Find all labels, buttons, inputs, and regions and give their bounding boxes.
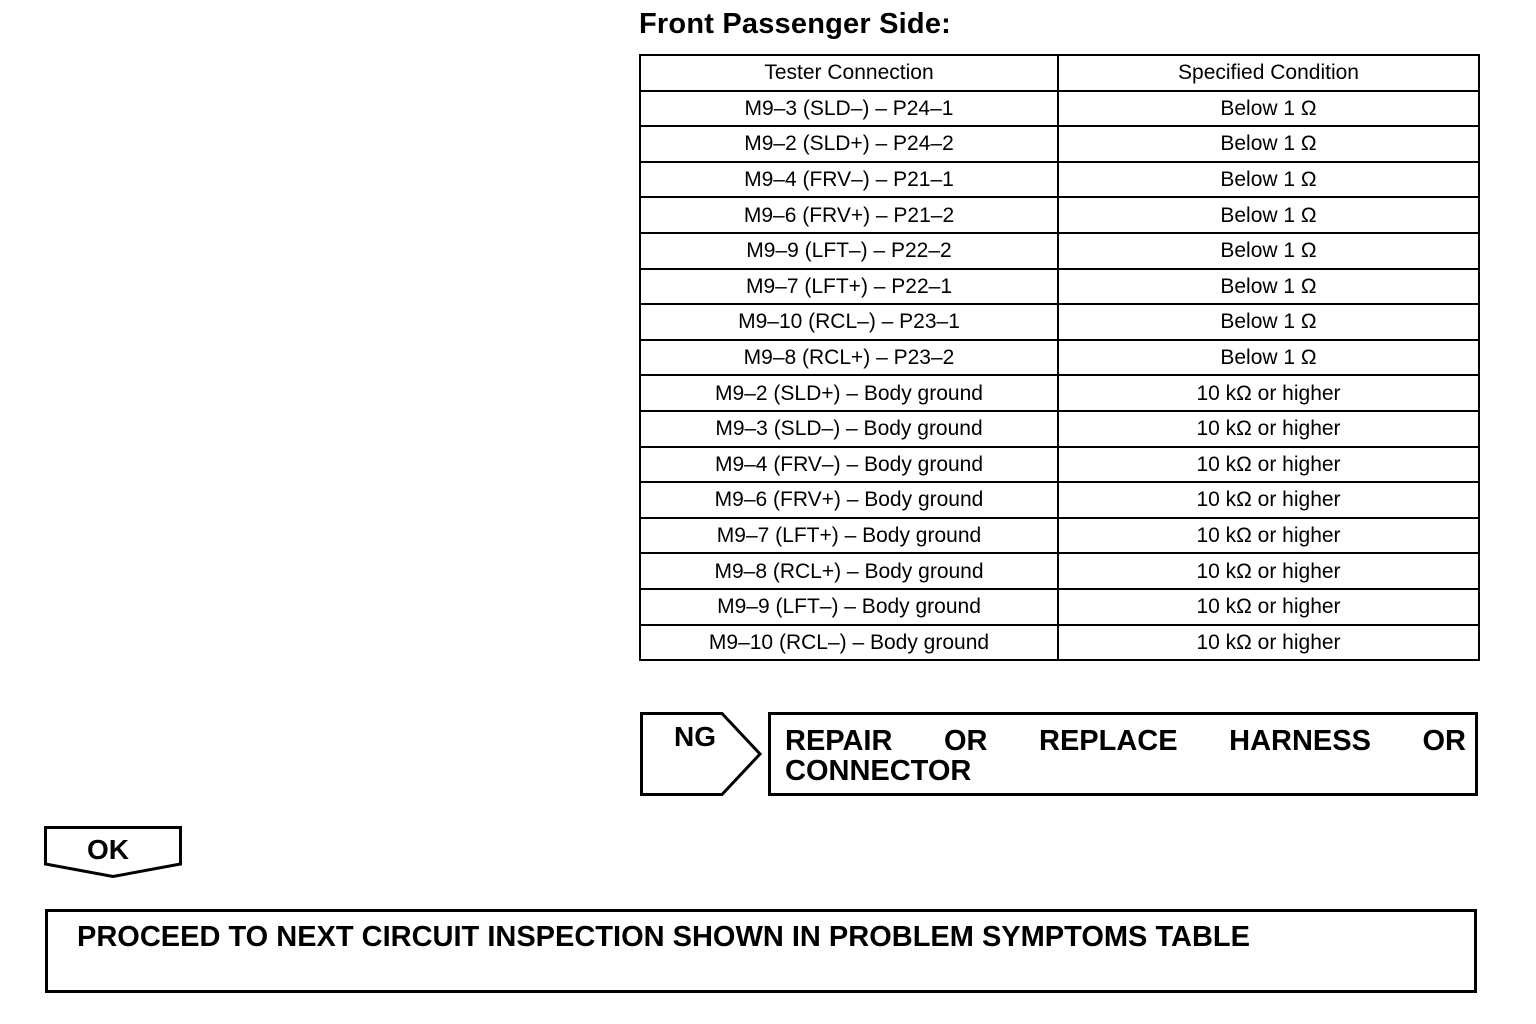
section-title: Front Passenger Side: xyxy=(639,8,951,40)
specified-condition-cell: 10 kΩ or higher xyxy=(1058,482,1479,518)
specified-condition-cell: 10 kΩ or higher xyxy=(1058,411,1479,447)
table-row xyxy=(640,482,1479,518)
ng-tag xyxy=(640,712,764,796)
ng-action-word: REPAIR xyxy=(785,725,893,757)
ng-action-line-2: CONNECTOR xyxy=(785,755,972,787)
tester-connection-cell: M9–6 (FRV+) – P21–2 xyxy=(640,197,1058,233)
specified-condition-cell: Below 1 Ω xyxy=(1058,162,1479,198)
specified-condition-cell: Below 1 Ω xyxy=(1058,233,1479,269)
table-row xyxy=(640,553,1479,589)
ng-action-word: OR xyxy=(1422,725,1466,757)
tester-connection-cell: M9–4 (FRV–) – Body ground xyxy=(640,447,1058,483)
specified-condition-cell: Below 1 Ω xyxy=(1058,304,1479,340)
ng-label: NG xyxy=(674,721,716,752)
tester-connection-cell: M9–7 (LFT+) – Body ground xyxy=(640,518,1058,554)
specified-condition-cell: Below 1 Ω xyxy=(1058,269,1479,305)
ng-action-word: OR xyxy=(943,725,988,757)
specified-condition-cell: Below 1 Ω xyxy=(1058,197,1479,233)
tester-connection-cell: M9–8 (RCL+) – Body ground xyxy=(640,553,1058,589)
specified-condition-cell: 10 kΩ or higher xyxy=(1058,375,1479,411)
specified-condition-cell: Below 1 Ω xyxy=(1058,126,1479,162)
tester-connection-cell: M9–2 (SLD+) – Body ground xyxy=(640,375,1058,411)
tester-connection-cell: M9–7 (LFT+) – P22–1 xyxy=(640,269,1058,305)
tester-connection-cell: M9–6 (FRV+) – Body ground xyxy=(640,482,1058,518)
ok-action-text: PROCEED TO NEXT CIRCUIT INSPECTION SHOWN IN PROBLEM SYMPTOMS TABLE xyxy=(77,921,1250,953)
ng-action-line-1 xyxy=(785,727,1466,756)
table-row xyxy=(640,447,1479,483)
ng-action-word: REPLACE xyxy=(1039,725,1178,757)
specified-condition-cell: 10 kΩ or higher xyxy=(1058,518,1479,554)
ng-action-word: HARNESS xyxy=(1229,725,1371,757)
tester-connection-cell: M9–9 (LFT–) – Body ground xyxy=(640,589,1058,625)
table-row xyxy=(640,625,1479,661)
specified-condition-cell: 10 kΩ or higher xyxy=(1058,553,1479,589)
specified-condition-cell: Below 1 Ω xyxy=(1058,340,1479,376)
header-specified-condition: Specified Condition xyxy=(1058,55,1479,91)
specified-condition-cell: 10 kΩ or higher xyxy=(1058,589,1479,625)
table-row xyxy=(640,197,1479,233)
table-row xyxy=(640,375,1479,411)
table-row xyxy=(640,411,1479,447)
inspection-table xyxy=(639,54,1480,661)
table-row xyxy=(640,589,1479,625)
header-tester-connection: Tester Connection xyxy=(640,55,1058,91)
table-row xyxy=(640,304,1479,340)
specified-condition-cell: 10 kΩ or higher xyxy=(1058,447,1479,483)
table-row xyxy=(640,340,1479,376)
table-row xyxy=(640,269,1479,305)
ng-action-box xyxy=(768,712,1478,796)
table-row xyxy=(640,518,1479,554)
tester-connection-cell: M9–2 (SLD+) – P24–2 xyxy=(640,126,1058,162)
ok-tag xyxy=(44,826,182,878)
tester-connection-cell: M9–3 (SLD–) – Body ground xyxy=(640,411,1058,447)
table-row xyxy=(640,91,1479,127)
tester-connection-cell: M9–4 (FRV–) – P21–1 xyxy=(640,162,1058,198)
tester-connection-cell: M9–9 (LFT–) – P22–2 xyxy=(640,233,1058,269)
tester-connection-cell: M9–10 (RCL–) – Body ground xyxy=(640,625,1058,661)
specified-condition-cell: 10 kΩ or higher xyxy=(1058,625,1479,661)
tester-connection-cell: M9–10 (RCL–) – P23–1 xyxy=(640,304,1058,340)
table-row xyxy=(640,126,1479,162)
tester-connection-cell: M9–8 (RCL+) – P23–2 xyxy=(640,340,1058,376)
table-header-row xyxy=(640,55,1479,91)
ok-label: OK xyxy=(87,834,129,865)
tester-connection-cell: M9–3 (SLD–) – P24–1 xyxy=(640,91,1058,127)
specified-condition-cell: Below 1 Ω xyxy=(1058,91,1479,127)
table-row xyxy=(640,162,1479,198)
table-row xyxy=(640,233,1479,269)
ok-action-box xyxy=(45,909,1477,993)
